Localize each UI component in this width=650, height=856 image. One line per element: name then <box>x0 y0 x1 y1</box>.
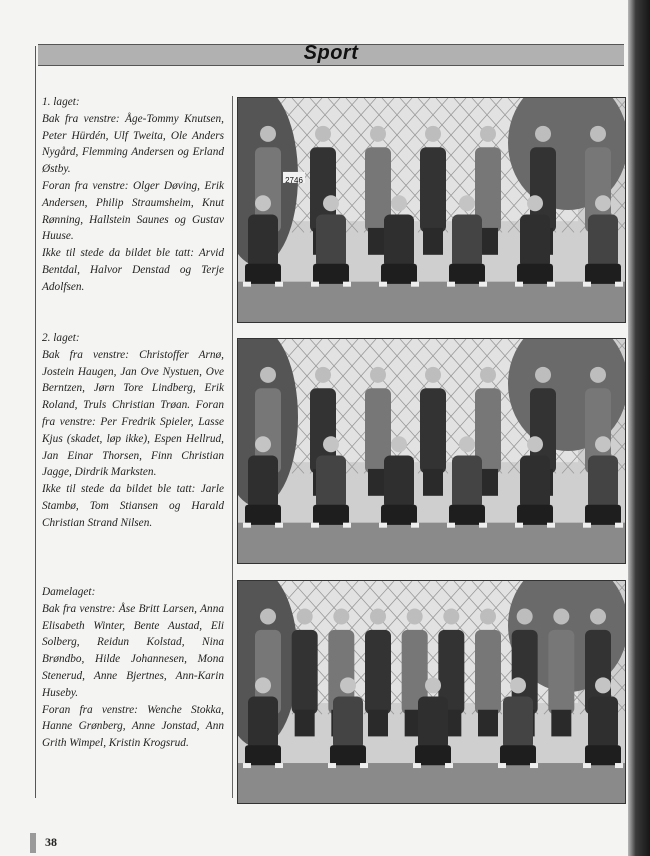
page-number-mark <box>30 833 36 853</box>
caption-women-team <box>42 584 224 752</box>
caption-team-1 <box>42 94 224 296</box>
caption-line: Bak fra venstre: Åse Britt Larsen, Anna Elisabeth Winter, Bente Austad, Eli Solberg, Reidun Kolstad, Nina Brøndbo, Hilde Johannesen, Mona Stenerud, Anne Bjertnes, Ann-Karin Huseby. <box>42 602 224 699</box>
page-edge-shadow <box>628 0 650 856</box>
section-header <box>38 44 624 66</box>
column-divider <box>232 96 233 798</box>
page-number: 38 <box>45 835 57 849</box>
caption-line: Ikke til stede da bildet ble tatt: Jarle Stambø, Tom Stiansen og Harald Christian Strand Nilsen. <box>42 483 224 529</box>
caption-heading: 2. laget: <box>42 332 80 344</box>
left-rule <box>35 46 36 798</box>
caption-heading: Damelaget: <box>42 586 96 598</box>
caption-team-2 <box>42 330 224 532</box>
section-title: Sport <box>303 42 359 64</box>
team-photo-2-image <box>237 338 626 564</box>
team-photo-1-image <box>237 97 626 323</box>
team-photo-3-image <box>237 580 626 804</box>
caption-heading: 1. laget: <box>42 96 80 108</box>
caption-line: Foran fra venstre: Wenche Stokka, Hanne Grønberg, Anne Jonstad, Ann Grith Wimpel, Kristin Krogsrud. <box>42 703 224 750</box>
caption-line: Ikke til stede da bildet ble tatt: Arvid Bentdal, Halvor Denstad og Terje Adolfsen. <box>42 247 224 293</box>
caption-line: Foran fra venstre: Olger Døving, Erik Andersen, Philip Straumsheim, Knut Rønning, Hallstein Saunes og Gustav Huuse. <box>42 179 224 243</box>
race-bib-number: 2746 <box>285 176 303 186</box>
caption-line: Bak fra venstre: Åge-Tommy Knutsen, Peter Hürdén, Ulf Tweita, Ole Anders Nygård, Flemming Andersen og Erland Østby. <box>42 112 224 176</box>
caption-line: Bak fra venstre: Christoffer Arnø, Jostein Haugen, Jan Ove Nystuen, Ove Berntzen, Jørn Tore Lindberg, Erik Roland, Truls Christian Trøan. Foran fra venstre: Per Fredrik Spieler, Lasse Kjus (skadet, løp ikke), Espen Hellrud, Jan Einar Thorsen, Finn Christian Jagge, Dirdrik Marksten. <box>42 348 224 479</box>
